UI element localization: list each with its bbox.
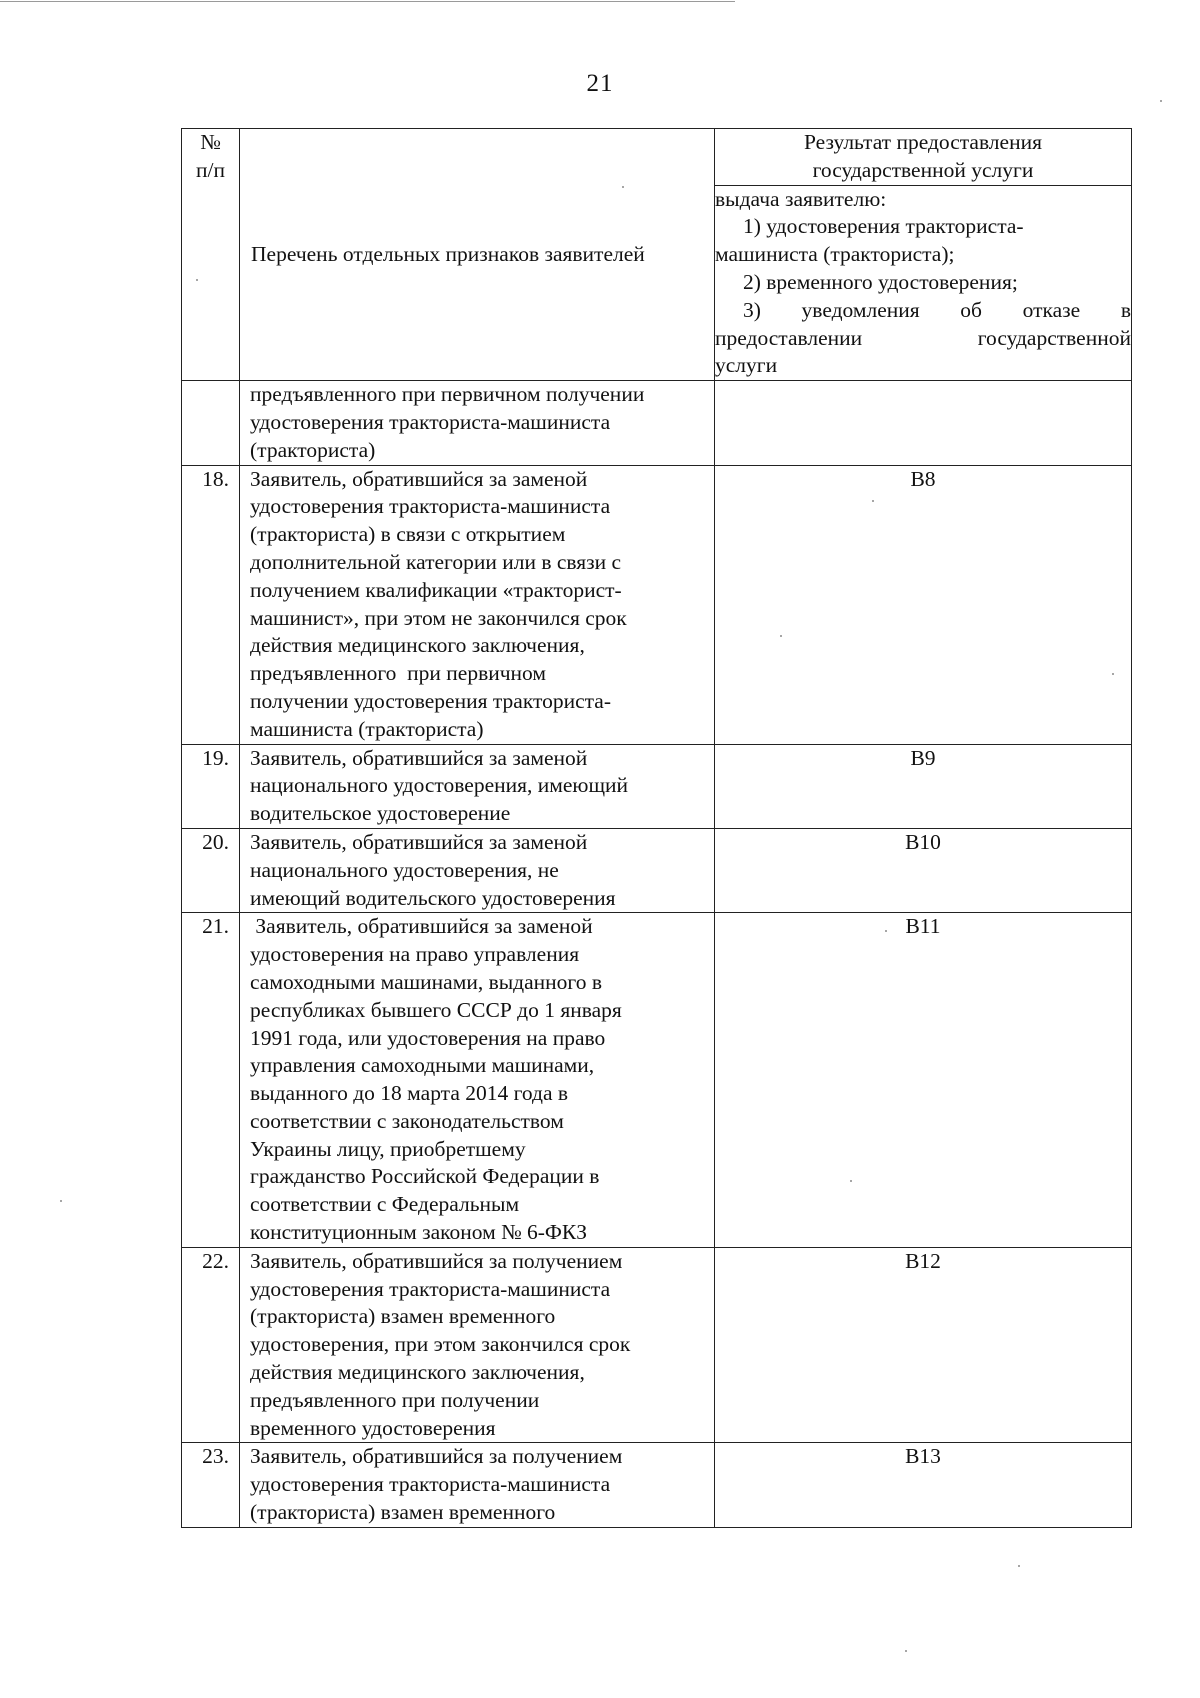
criteria-text-line: гражданство Российской Федерации в — [250, 1164, 600, 1189]
criteria-text-line: (тракториста) — [250, 437, 376, 462]
row-number: 18. — [202, 466, 229, 491]
header-number-sign: № — [200, 130, 221, 154]
scan-speck — [1112, 673, 1114, 675]
criteria-text-line: имеющий водительского удостоверения — [250, 885, 616, 910]
table-row — [182, 828, 1132, 912]
criteria-text-line: дополнительной категории или в связи с — [250, 549, 622, 574]
criteria-text-line: удостоверения тракториста-машиниста — [250, 1276, 611, 1301]
scan-speck — [622, 186, 624, 188]
row-number-cell — [182, 744, 240, 828]
criteria-text-line: управления самоходными машинами, — [250, 1053, 595, 1078]
criteria-text-line: конституционным законом № 6-ФКЗ — [250, 1220, 587, 1245]
criteria-text-line: временного удостоверения — [250, 1415, 496, 1440]
scan-speck — [885, 930, 887, 932]
table-row — [182, 744, 1132, 828]
header-result-title-line: Результат предоставления — [804, 130, 1042, 154]
header-number-abbr: п/п — [196, 157, 225, 182]
row-number-cell — [182, 1247, 240, 1443]
criteria-text-line: удостоверения тракториста-машиниста — [250, 409, 611, 434]
row-number-cell — [182, 828, 240, 912]
table-row — [182, 381, 1132, 465]
row-criteria-cell — [240, 744, 715, 828]
criteria-text-line: национального удостоверения, имеющий — [250, 773, 629, 798]
criteria-text-line: Заявитель, обратившийся за заменой — [250, 914, 593, 939]
result-option-line: 2) временного удостоверения; — [743, 269, 1018, 294]
criteria-text-line: (тракториста) взамен временного — [250, 1500, 556, 1525]
table-header-row — [182, 129, 1132, 186]
row-number-cell — [182, 465, 240, 744]
result-code: В10 — [905, 829, 941, 854]
criteria-text-line: Украины лицу, приобретшему — [250, 1136, 526, 1161]
criteria-text-line: Заявитель, обратившийся за заменой — [250, 466, 588, 491]
header-result-title-cell — [715, 129, 1132, 186]
criteria-text-line: Заявитель, обратившийся за заменой — [250, 829, 588, 854]
scan-speck — [60, 1200, 62, 1202]
row-criteria-cell — [240, 828, 715, 912]
row-result-cell — [715, 913, 1132, 1248]
result-option-line: 3) уведомления об отказе в — [743, 297, 1131, 322]
scan-speck — [1018, 1565, 1020, 1567]
result-code: В13 — [905, 1444, 941, 1469]
header-result-title-line: государственной услуги — [812, 157, 1034, 182]
criteria-text-line: получением квалификации «тракторист- — [250, 577, 622, 602]
header-result-intro: выдача заявителю: — [715, 186, 887, 211]
row-result-cell — [715, 828, 1132, 912]
criteria-text-line: Заявитель, обратившийся за получением — [250, 1248, 623, 1273]
row-number: 19. — [202, 745, 229, 770]
header-criteria-cell — [240, 129, 715, 381]
row-criteria-cell — [240, 1443, 715, 1527]
criteria-text-line: (тракториста) взамен временного — [250, 1304, 556, 1329]
criteria-text-line: машинист», при этом не закончился срок — [250, 605, 627, 630]
row-criteria-cell — [240, 381, 715, 465]
result-option-line: 1) удостоверения тракториста- — [743, 214, 1024, 239]
table-row — [182, 1443, 1132, 1527]
scan-speck — [1160, 100, 1162, 102]
scan-speck — [850, 1180, 852, 1182]
scan-speck — [196, 279, 198, 281]
criteria-text-line: предъявленного при первичном — [250, 661, 547, 686]
table-row — [182, 913, 1132, 1248]
criteria-text-line: самоходными машинами, выданного в — [250, 969, 602, 994]
criteria-text-line: действия медицинского заключения, — [250, 633, 585, 658]
criteria-text-line: получении удостоверения тракториста- — [250, 688, 611, 713]
result-option-line: услуги — [715, 353, 778, 378]
criteria-text-line: 1991 года, или удостоверения на право — [250, 1025, 606, 1050]
row-number-cell — [182, 381, 240, 465]
criteria-text-line: удостоверения тракториста-машиниста — [250, 1472, 611, 1497]
row-number: 23. — [202, 1444, 229, 1469]
scan-edge-line — [0, 1, 735, 2]
result-code: В9 — [910, 745, 936, 770]
header-number-cell — [182, 129, 240, 381]
criteria-text-line: Заявитель, обратившийся за получением — [250, 1444, 623, 1469]
scan-speck — [872, 500, 874, 502]
table-row — [182, 1247, 1132, 1443]
criteria-text-line: машиниста (тракториста) — [250, 716, 484, 741]
row-result-cell — [715, 1443, 1132, 1527]
applicant-criteria-table — [181, 128, 1132, 1528]
result-code: В11 — [905, 914, 941, 939]
result-option-line: машиниста (тракториста); — [715, 242, 955, 267]
row-criteria-cell — [240, 465, 715, 744]
row-result-cell — [715, 465, 1132, 744]
criteria-text-line: (тракториста) в связи с открытием — [250, 522, 566, 547]
row-result-cell — [715, 1247, 1132, 1443]
header-result-options-cell — [715, 185, 1132, 381]
criteria-text-line: действия медицинского заключения, — [250, 1360, 585, 1385]
result-code: В12 — [905, 1248, 941, 1273]
criteria-text-line: соответствии с Федеральным — [250, 1192, 520, 1217]
result-option-line: предоставлении государственной — [715, 325, 1131, 350]
criteria-text-line: предъявленного при первичном получении — [250, 382, 645, 407]
scan-speck — [905, 1650, 907, 1652]
criteria-text-line: водительское удостоверение — [250, 801, 511, 826]
criteria-text-line: национального удостоверения, не — [250, 857, 559, 882]
table-row — [182, 465, 1132, 744]
criteria-text-line: предъявленного при получении — [250, 1387, 540, 1412]
scan-speck — [780, 635, 782, 637]
criteria-text-line: выданного до 18 марта 2014 года в — [250, 1081, 569, 1106]
header-criteria-label: Перечень отдельных признаков заявителей — [251, 241, 645, 266]
criteria-text-line: республиках бывшего СССР до 1 января — [250, 997, 622, 1022]
row-criteria-cell — [240, 913, 715, 1248]
row-number-cell — [182, 913, 240, 1248]
row-result-cell — [715, 381, 1132, 465]
criteria-text-line: удостоверения на право управления — [250, 942, 580, 967]
row-number: 20. — [202, 829, 229, 854]
row-number-cell — [182, 1443, 240, 1527]
row-number: 21. — [202, 914, 229, 939]
criteria-text-line: Заявитель, обратившийся за заменой — [250, 745, 588, 770]
criteria-text-line: удостоверения, при этом закончился срок — [250, 1332, 631, 1357]
criteria-text-line: удостоверения тракториста-машиниста — [250, 494, 611, 519]
row-result-cell — [715, 744, 1132, 828]
result-code: В8 — [910, 466, 936, 491]
page-number: 21 — [586, 70, 614, 97]
row-number: 22. — [202, 1248, 229, 1273]
row-criteria-cell — [240, 1247, 715, 1443]
criteria-text-line: соответствии с законодательством — [250, 1108, 564, 1133]
